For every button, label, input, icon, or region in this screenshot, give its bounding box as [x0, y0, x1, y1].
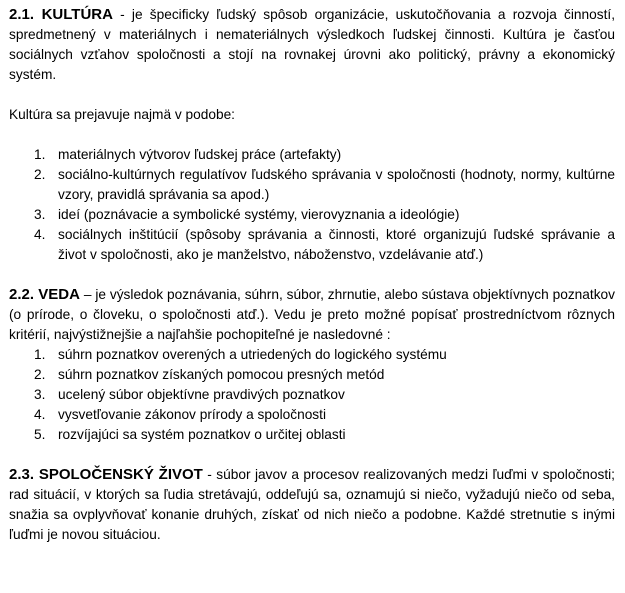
science-definition: – je výsledok poznávania, súhrn, súbor, zhrnutie, alebo sústava objektívnych poznatkov (o prírode, o človeku, o spoločnosti atď.). Vedu je preto možné popísať prostredníctvom rôznych kritérií, najvýstižnejšie a najľahšie pochopiteľné je nasledovné :: [9, 287, 615, 342]
list-item: [9, 425, 615, 445]
list-number: 2.: [34, 367, 46, 382]
list-item: [9, 385, 615, 405]
spacer: [9, 85, 615, 105]
list-item-text: ideí (poznávacie a symbolické systémy, vierovyznania a ideológie): [58, 207, 460, 222]
list-item-text: súhrn poznatkov overených a utriedených do logického systému: [58, 347, 447, 362]
list-item-text: vysvetľovanie zákonov prírody a spoločnosti: [58, 407, 326, 422]
social-life-definition: - súbor javov a procesov realizovaných medzi ľuďmi v spoločnosti; rad situácií, v ktorých sa ľudia stretávajú, oddeľujú sa, oznamujú si niečo, vyžadujú niečo od seba, snažia sa ovplyvňovať konanie druhých, získať od nich niečo a podobne. Každé stretnutie s inými ľuďmi je novou situáciou.: [9, 467, 615, 542]
science-heading: 2.2. VEDA: [9, 286, 80, 303]
list-number: 5.: [34, 427, 46, 442]
spacer: [9, 265, 615, 285]
spacer: [9, 445, 615, 465]
list-item-text: sociálno-kultúrnych regulatívov ľudského správania v spoločnosti (hodnoty, normy, kultúrne vzory, pravidlá správania sa apod.): [58, 167, 615, 202]
list-number: 3.: [34, 207, 46, 222]
list-number: 1.: [34, 347, 46, 362]
science-paragraph: [9, 285, 615, 345]
list-item: [9, 165, 615, 205]
list-number: 2.: [34, 167, 46, 182]
list-item-text: ucelený súbor objektívne pravdivých poznatkov: [58, 387, 345, 402]
list-item: [9, 405, 615, 425]
list-item: [9, 345, 615, 365]
culture-paragraph: [9, 5, 615, 85]
list-number: 3.: [34, 387, 46, 402]
social-life-paragraph: [9, 465, 615, 545]
list-item-text: rozvíjajúci sa systém poznatkov o určitej oblasti: [58, 427, 346, 442]
list-number: 1.: [34, 147, 46, 162]
list-item: [9, 145, 615, 165]
list-item-text: súhrn poznatkov získaných pomocou presných metód: [58, 367, 385, 382]
culture-definition: - je špecificky ľudský spôsob organizácie, uskutočňovania a rozvoja činností, spredmetnený v materiálnych i nemateriálnych výsledkoch ľudskej činnosti. Kultúra je časťou sociálnych vzťahov spoločnosti a stojí na rovnakej úrovni ako politický, právny a ekonomický systém.: [9, 7, 615, 82]
culture-heading: 2.1. KULTÚRA: [9, 6, 113, 23]
culture-list: [9, 145, 615, 265]
culture-intro: Kultúra sa prejavuje najmä v podobe:: [9, 107, 235, 122]
list-item: [9, 205, 615, 225]
social-life-heading: 2.3. SPOLOČENSKÝ ŽIVOT: [9, 466, 203, 483]
list-item: [9, 365, 615, 385]
list-item: [9, 225, 615, 265]
list-item-text: materiálnych výtvorov ľudskej práce (artefakty): [58, 147, 342, 162]
science-list: [9, 345, 615, 445]
list-number: 4.: [34, 227, 46, 242]
list-number: 4.: [34, 407, 46, 422]
document-page: [9, 5, 615, 545]
list-item-text: sociálnych inštitúcií (spôsoby správania a činnosti, ktoré organizujú ľudské správanie a život v spoločnosti, ako je manželstvo, náboženstvo, vzdelávanie atď.): [58, 227, 615, 262]
